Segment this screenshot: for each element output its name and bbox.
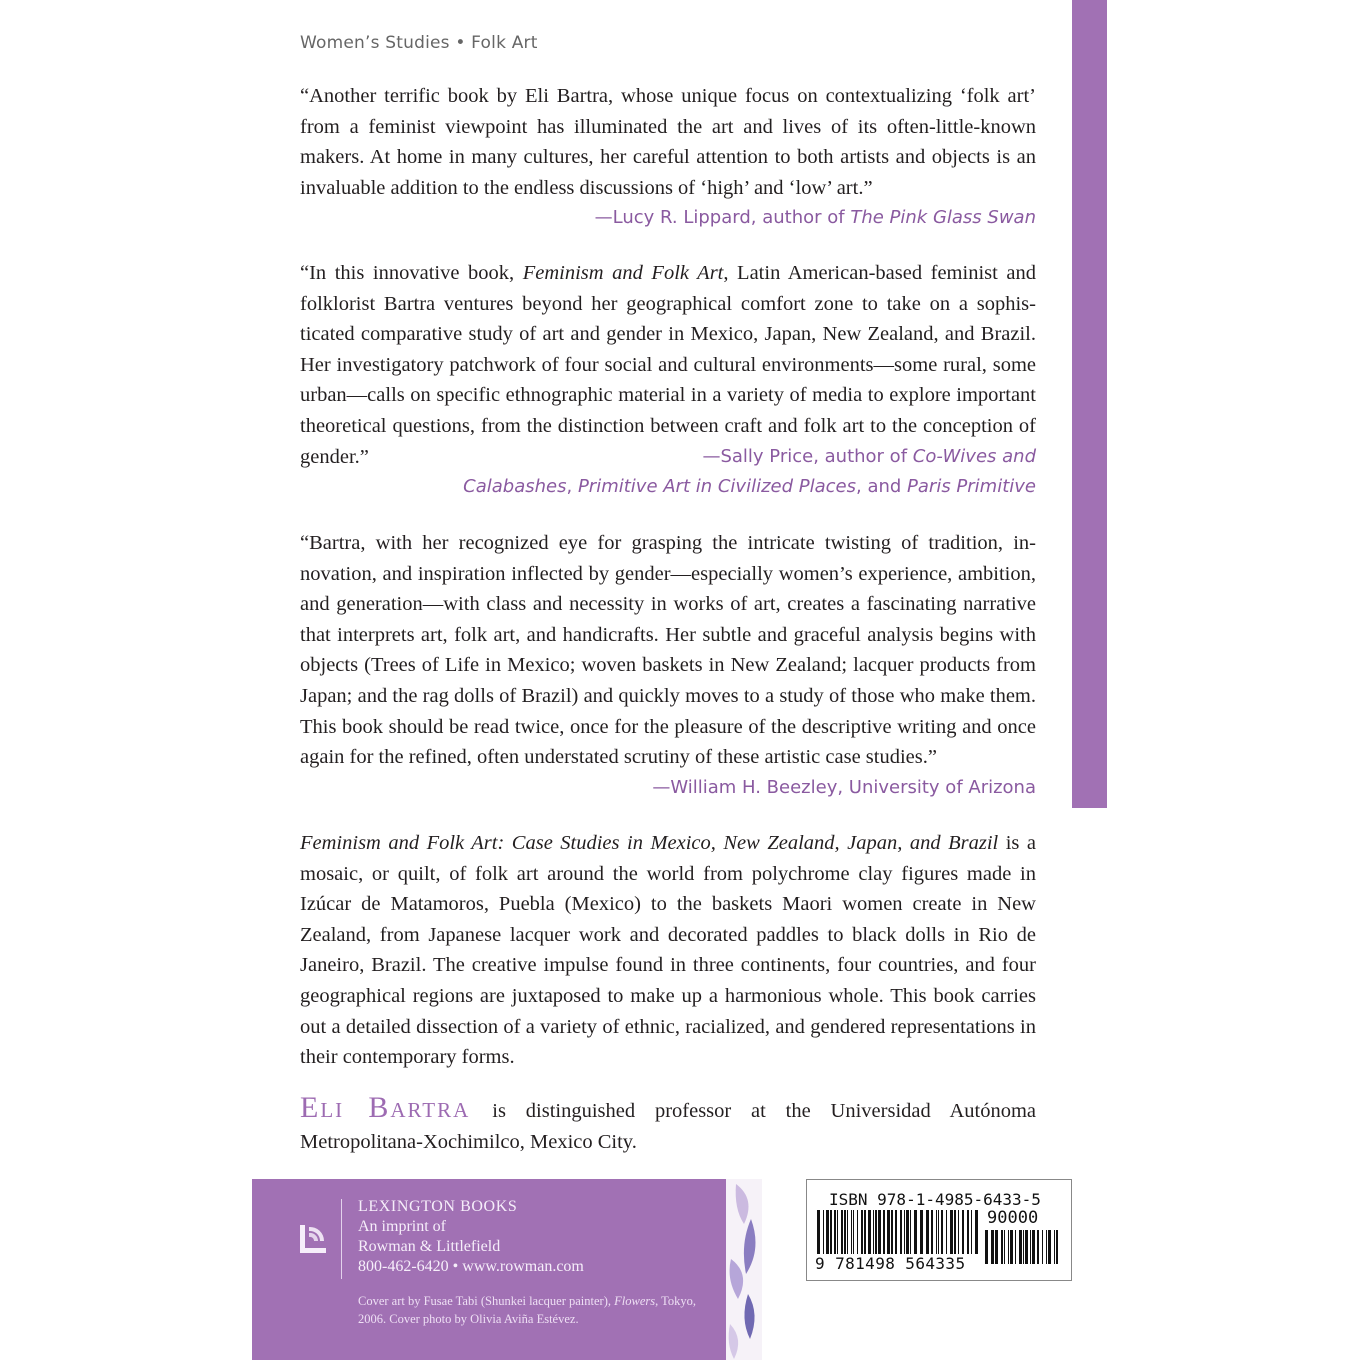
barcode-bar: [900, 1210, 902, 1254]
barcode-bar: [853, 1210, 854, 1254]
barcode-bar: [1001, 1230, 1003, 1264]
isbn-number: ISBN 978-1-4985-6433-5: [829, 1190, 1041, 1209]
barcode-bar: [946, 1210, 947, 1254]
quote-2-attribution-line-2: Calabashes, Primitive Art in Civilized Places, and Paris Primitive: [463, 476, 1036, 498]
quote-3-attribution: —William H. Beezley, University of Arizona: [652, 776, 1036, 798]
purple-side-strip: [1072, 0, 1107, 808]
barcode-bar: [954, 1210, 956, 1254]
barcode-digits: 9 781498 564335: [815, 1254, 966, 1273]
quote-2-text: “In this innovative book, Feminism and Folk Art, Latin American-based feminist and folklorist Bartra ventures beyond her geographical comfort zone to take on a sophisticated comparative study of art and gender in Mexico, Japan, New Zealand, and Brazil. Her investigatory patchwork of four social and cultural environments—some rural, some urban—calls on specific ethnographic material in a variety of media to explore important theoretical questions, from the distinction between craft and folk art to the conception of gender.” —Sally Price, author of Co-Wives and: [300, 258, 1036, 472]
barcode-bar: [857, 1210, 858, 1254]
bio-text: is distinguished professor at the Universidad Autónoma Metropolitana-Xochimilco, Mexico City.: [300, 1100, 1036, 1153]
barcode-bar: [1010, 1230, 1013, 1264]
barcode-bar: [1032, 1230, 1035, 1264]
barcode-bar: [826, 1210, 829, 1254]
barcode-bar: [830, 1210, 832, 1254]
barcode-bars: [817, 1210, 979, 1254]
endorsement-quote-1: [300, 81, 1036, 234]
publisher-name: LEXINGTON BOOKS: [358, 1198, 518, 1215]
barcode-bar: [864, 1210, 866, 1254]
barcode-bar: [950, 1210, 953, 1254]
barcode-bar: [1042, 1230, 1043, 1264]
barcode-bar: [1046, 1230, 1047, 1264]
price-addon-digits: 90000: [987, 1208, 1039, 1228]
barcode-bar: [967, 1210, 969, 1254]
barcode-bar: [938, 1210, 939, 1254]
imprint-line: An imprint of: [358, 1218, 446, 1235]
cover-flower-art: [726, 1179, 762, 1360]
book-description: [300, 828, 1036, 1073]
publisher-contact: 800-462-6420 • www.rowman.com: [358, 1258, 584, 1275]
barcode-bar: [914, 1210, 917, 1254]
publisher-divider: [341, 1199, 342, 1279]
author-bio: [300, 1093, 1036, 1157]
book-title: Feminism and Folk Art: Case Studies in Mexico, New Zealand, Japan, and Brazil: [300, 832, 999, 854]
barcode-bar: [887, 1210, 890, 1254]
barcode-bar: [844, 1210, 846, 1254]
barcode-bar: [847, 1210, 848, 1254]
barcode-bar: [1008, 1230, 1009, 1264]
barcode-bar: [861, 1210, 863, 1254]
quote-2-attribution-line-1: —Sally Price, author of Co-Wives and: [702, 445, 1036, 467]
barcode-bar: [958, 1210, 959, 1254]
barcode-bar: [1023, 1230, 1024, 1264]
barcode-bar: [868, 1210, 871, 1254]
endorsement-quote-2: [300, 258, 1036, 503]
barcode-bar: [851, 1210, 852, 1254]
barcode-bar: [895, 1210, 897, 1254]
quote-1-attribution: —Lucy R. Lippard, author of The Pink Glass Swan: [594, 207, 1036, 229]
barcode-bar: [878, 1210, 881, 1254]
barcode-bar: [817, 1210, 820, 1254]
barcode-bar: [906, 1210, 909, 1254]
barcode-bar: [971, 1210, 972, 1254]
barcode-bar: [1056, 1230, 1058, 1264]
barcode-bar: [837, 1210, 838, 1254]
barcode-bar: [841, 1210, 843, 1254]
barcode-bar: [823, 1210, 824, 1254]
barcode-bar: [1019, 1230, 1022, 1264]
barcode-bar: [1048, 1230, 1051, 1264]
parent-publisher: Rowman & Littlefield: [358, 1238, 501, 1255]
barcode-bar: [1030, 1230, 1031, 1264]
cover-credits: Cover art by Fusae Tabi (Shunkei lacquer painter), Flowers, Tokyo, 2006. Cover photo by Olivia Aviña Estévez.: [358, 1294, 697, 1326]
quote-3-text: “Bartra, with her recognized eye for grasping the intricate twisting of tradition, innovation, and inspiration inflected by gender—especially women’s experience, ambition, and generation—with class and necessity in works of art, creates a fascinating narrative that interprets art, folk art, and handicrafts. Her subtle and graceful analysis begins with objects (Trees of Life in Mexico; woven baskets in New Zealand; lacquer products from Japan; and the rag dolls of Brazil) and quickly moves to a study of those who make them. This book should be read twice, once for the pleasure of the descriptive writing and once again for the refined, often understated scrutiny of these artistic case studies.” —William H. Beezley, University of Arizona: [300, 528, 1036, 773]
barcode-bar: [883, 1210, 885, 1254]
barcode-bar: [910, 1210, 911, 1254]
barcode-bar: [834, 1210, 836, 1254]
barcode-bar: [1054, 1230, 1055, 1264]
barcode-bar: [1025, 1230, 1028, 1264]
barcode-bar: [920, 1210, 923, 1254]
author-name: Eli Bartra: [300, 1091, 471, 1124]
barcode-bar: [926, 1210, 929, 1254]
barcode-bar: [975, 1210, 978, 1254]
barcode-bar: [875, 1210, 877, 1254]
barcode-bar: [941, 1210, 943, 1254]
barcode-bar: [873, 1210, 874, 1254]
barcode-bar: [1037, 1230, 1039, 1264]
barcode-bar: [904, 1210, 905, 1254]
quote-1-text: “Another terrific book by Eli Bartra, whose unique focus on contextualizing ‘folk art’ from a feminist viewpoint has illuminated the art and lives of its often-little-known makers. At home in many cultures, her careful attention to both artists and objects is an invaluable addition to the endless discussions of ‘high’ and ‘low’ art.”: [300, 85, 1036, 199]
barcode-bar: [995, 1230, 998, 1264]
barcode-bar: [991, 1230, 994, 1264]
publisher-info: [358, 1197, 584, 1277]
publisher-panel: [252, 1179, 726, 1360]
endorsement-quote-3: [300, 528, 1036, 803]
barcode-bar: [891, 1210, 893, 1254]
category-label: Women’s Studies • Folk Art: [300, 33, 538, 53]
barcode-bar: [1015, 1230, 1016, 1264]
barcode-bar: [931, 1210, 933, 1254]
isbn-barcode: [806, 1179, 1072, 1281]
description-text: is a mosaic, or quilt, of folk art around the world from polychrome clay figures made in Izúcar de Matamoros, Puebla (Mexico) to the baskets Maori women create in New Zealand, from Japanese lacquer work and decorated paddles to black dolls in Rio de Janeiro, Brazil. The creative impulse found in three continents, four countries, and four geographical regions are juxtaposed to make up a harmonious whole. This book carries out a detailed dissection of a variety of ethnic, racialized, and gendered representations in their contemporary forms.: [300, 832, 1036, 1069]
barcode-bar: [985, 1230, 988, 1264]
publisher-logo-icon: [298, 1221, 328, 1255]
barcode-bar: [1004, 1230, 1005, 1264]
barcode-bar: [936, 1210, 937, 1254]
addon-barcode-bars: [985, 1230, 1059, 1264]
barcode-bar: [962, 1210, 964, 1254]
